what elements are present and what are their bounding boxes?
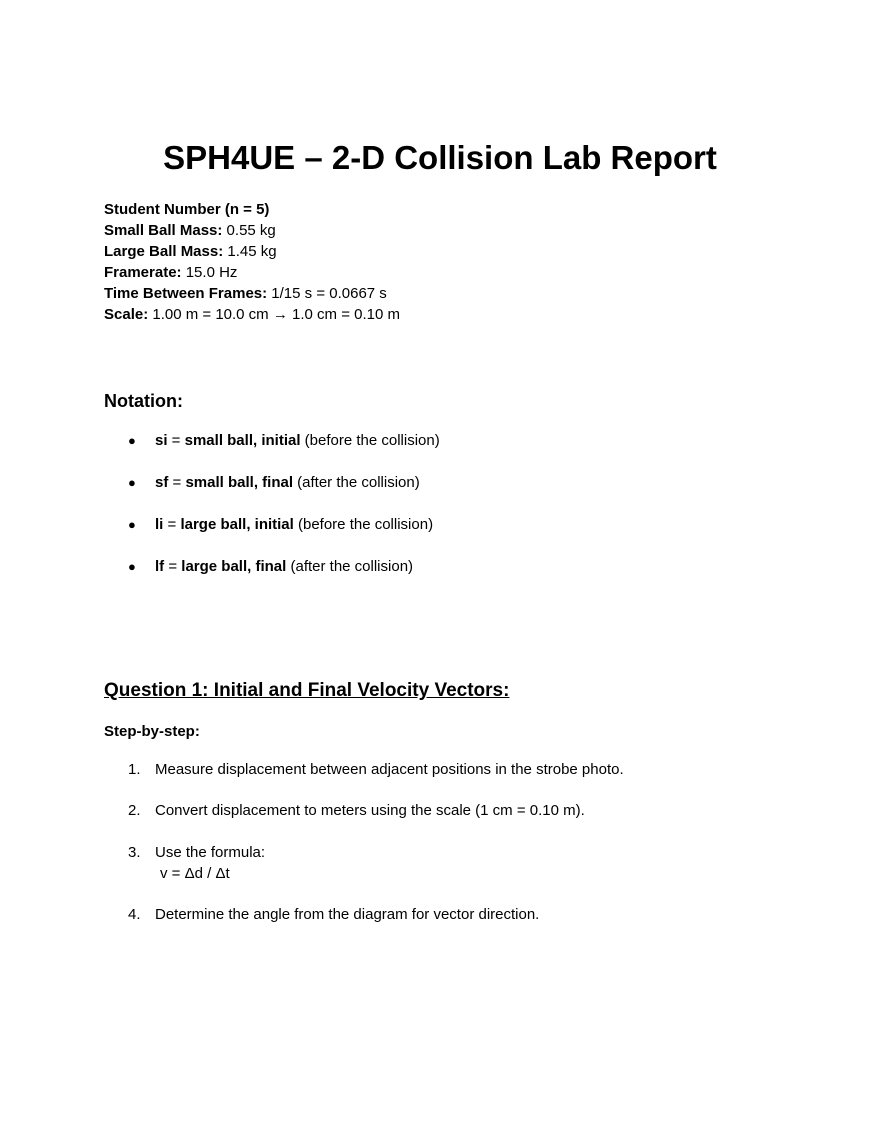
time-between-frames-label: Time Between Frames:: [104, 285, 268, 302]
bullet-icon: ●: [128, 433, 136, 448]
framerate: [104, 262, 400, 283]
notation-meaning: small ball, initial: [184, 432, 301, 449]
notation-code: si: [155, 432, 168, 449]
notation-note: (before the collision): [300, 432, 440, 449]
time-between-frames-value: 1/15 s = 0.0667 s: [267, 285, 387, 302]
notation-equals: =: [167, 432, 185, 449]
notation-heading: Notation:: [104, 391, 183, 411]
notation-code: li: [155, 516, 164, 533]
bullet-icon: ●: [128, 559, 136, 574]
notation-equals: =: [164, 558, 182, 575]
question-1-heading: Question 1: Initial and Final Velocity Vectors:: [104, 680, 510, 701]
step-number: 4.: [128, 906, 141, 923]
large-ball-mass: [104, 241, 400, 262]
notation-note: (after the collision): [293, 474, 420, 491]
notation-text: [155, 472, 420, 493]
small-ball-mass-value: 0.55 kg: [222, 222, 276, 239]
small-ball-mass: [104, 220, 400, 241]
framerate-value: 15.0 Hz: [181, 264, 238, 281]
notation-text: [155, 514, 433, 535]
notation-meaning: large ball, initial: [180, 516, 294, 533]
notation-code: sf: [155, 474, 169, 491]
scale-label: Scale:: [104, 306, 149, 323]
step-number: 1.: [128, 761, 141, 778]
notation-text: [155, 556, 413, 577]
scale-value: 1.00 m = 10.0 cm → 1.0 cm = 0.10 m: [148, 306, 400, 323]
notation-code: lf: [155, 558, 165, 575]
student-number: Student Number (n = 5): [104, 201, 270, 218]
page-title: SPH4UE – 2-D Collision Lab Report: [163, 139, 717, 176]
notation-equals: =: [163, 516, 181, 533]
large-ball-mass-value: 1.45 kg: [223, 243, 277, 260]
notation-equals: =: [168, 474, 186, 491]
bullet-icon: ●: [128, 517, 136, 532]
time-between-frames: [104, 283, 400, 304]
notation-meaning: small ball, final: [185, 474, 293, 491]
step-text: Use the formula:: [155, 844, 266, 861]
notation-note: (before the collision): [293, 516, 434, 533]
lab-info-block: [104, 199, 400, 325]
framerate-label: Framerate:: [104, 264, 182, 281]
scale: [104, 304, 400, 325]
step-text: Convert displacement to meters using the scale (1 cm = 0.10 m).: [155, 802, 585, 819]
bullet-icon: ●: [128, 475, 136, 490]
step-text: Measure displacement between adjacent positions in the strobe photo.: [155, 761, 624, 778]
step-text: Determine the angle from the diagram for vector direction.: [155, 906, 540, 923]
small-ball-mass-label: Small Ball Mass:: [104, 222, 223, 239]
step-number: 2.: [128, 802, 141, 819]
notation-note: (after the collision): [286, 558, 414, 575]
large-ball-mass-label: Large Ball Mass:: [104, 243, 224, 260]
step-number: 3.: [128, 844, 141, 861]
formula-text: v = Δd / Δt: [160, 865, 230, 882]
notation-text: [155, 430, 440, 451]
notation-meaning: large ball, final: [181, 558, 287, 575]
steps-label: Step-by-step:: [104, 723, 200, 740]
